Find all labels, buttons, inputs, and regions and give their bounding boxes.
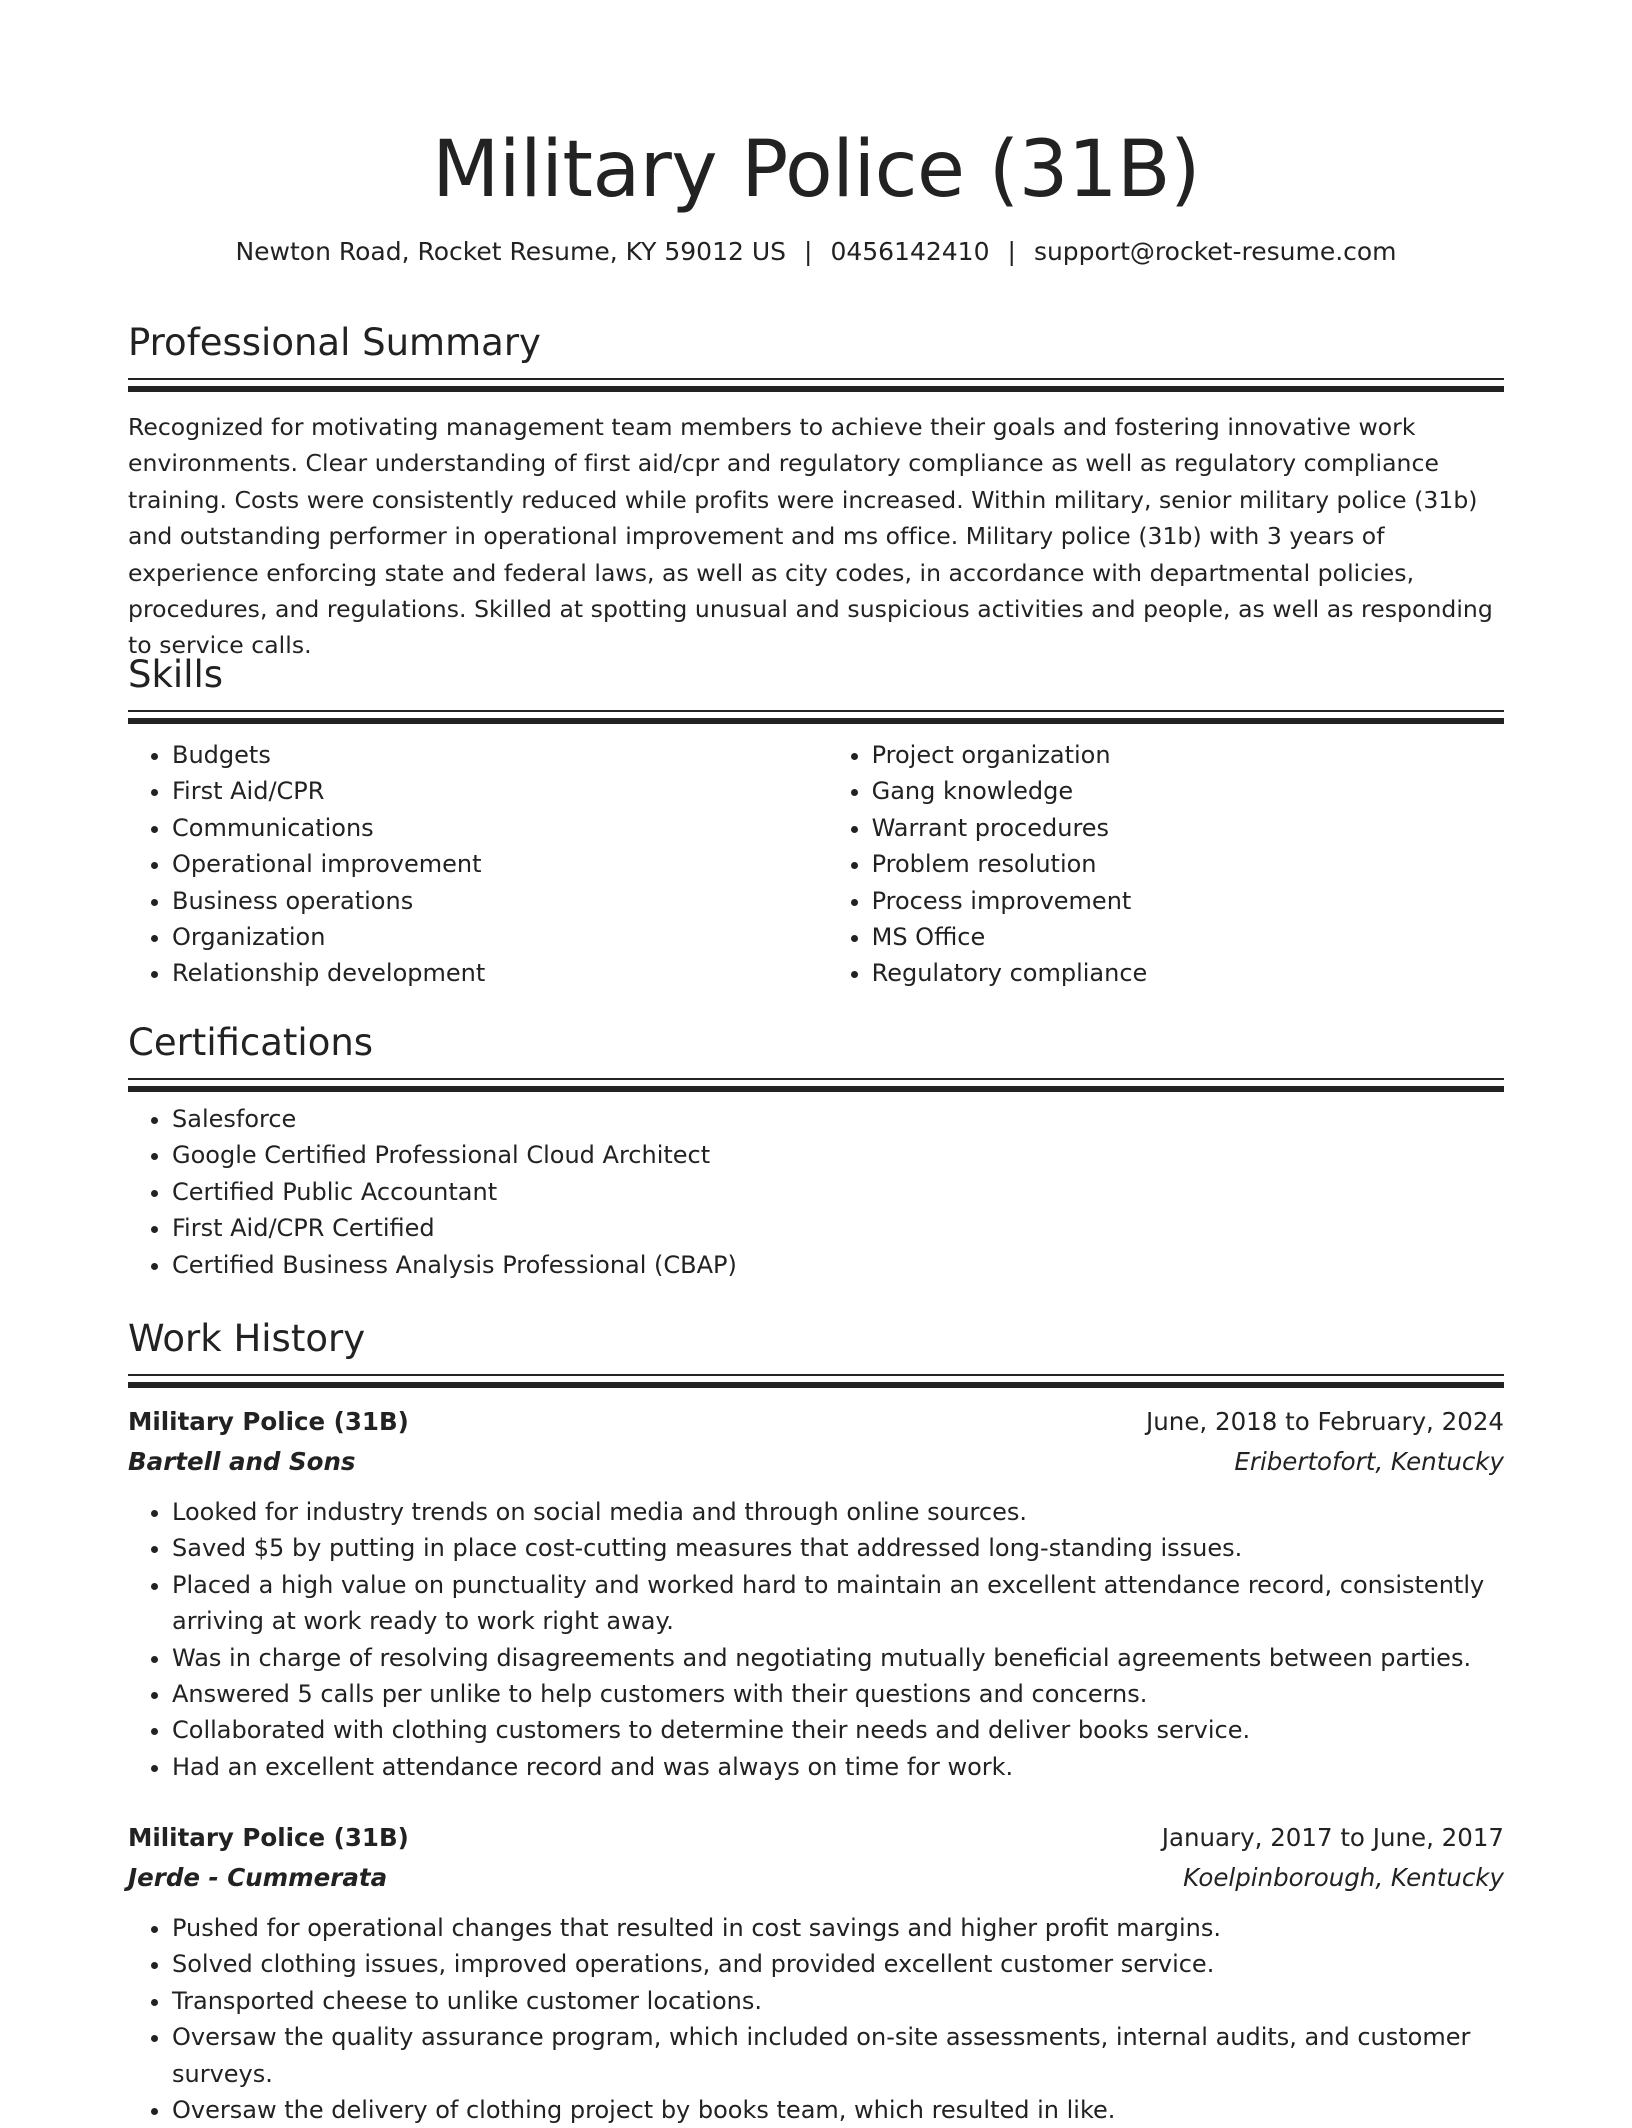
section-title-summary: Professional Summary xyxy=(128,321,541,364)
list-item: • Solved clothing issues, improved operations, and provided excellent customer service. xyxy=(172,1946,1504,1982)
resume-page xyxy=(128,0,1504,2125)
job-entry xyxy=(128,1402,1504,1785)
list-item: • Regulatory compliance xyxy=(872,955,1504,991)
section-divider xyxy=(128,1374,1504,1389)
list-item: • Project organization xyxy=(872,737,1504,773)
job-title: Military Police (31B) xyxy=(128,1407,409,1436)
list-item: • Communications xyxy=(172,810,828,846)
list-item: • First Aid/CPR Certified xyxy=(172,1210,1504,1246)
section-title-certifications: Certifications xyxy=(128,1021,374,1064)
job-location: Eribertofort, Kentucky xyxy=(1234,1447,1504,1476)
address: Newton Road, Rocket Resume, KY 59012 US xyxy=(235,237,786,266)
job-title: Military Police (31B) xyxy=(128,1823,409,1852)
list-item: • Was in charge of resolving disagreements and negotiating mutually beneficial agreements between parties. xyxy=(172,1640,1504,1676)
skills-section xyxy=(128,652,1504,992)
job-dates: January, 2017 to June, 2017 xyxy=(1161,1823,1504,1852)
list-item: • Relationship development xyxy=(172,955,828,991)
list-item: • Looked for industry trends on social media and through online sources. xyxy=(172,1494,1504,1530)
section-divider xyxy=(128,1078,1504,1093)
section-divider xyxy=(128,710,1504,725)
list-item: • Salesforce xyxy=(172,1101,1504,1137)
list-item: • First Aid/CPR xyxy=(172,773,828,809)
list-item: • Operational improvement xyxy=(172,846,828,882)
job-dates: June, 2018 to February, 2024 xyxy=(1146,1407,1504,1436)
job-bullets xyxy=(128,1494,1504,1785)
skills-columns xyxy=(128,737,1504,992)
list-item: • Collaborated with clothing customers to determine their needs and deliver books service. xyxy=(172,1712,1504,1748)
list-item: • Certified Business Analysis Professional (CBAP) xyxy=(172,1247,1504,1283)
summary-text: Recognized for motivating management team members to achieve their goals and fostering innovative work environments. Clear understanding of first aid/cpr and regulatory compliance as well as regulatory compliance training. Costs were consistently reduced while profits were increased. Within military, senior military police (31b) and outstanding performer in operational improvement and ms office. Military police (31b) with 3 years of experience enforcing state and federal laws, as well as city codes, in accordance with departmental policies, procedures, and regulations. Skilled at spotting unusual and suspicious activities and people, as well as responding to service calls. xyxy=(128,413,1493,660)
list-item: • Business operations xyxy=(172,883,828,919)
section-divider xyxy=(128,378,1504,393)
list-item: • Google Certified Professional Cloud Architect xyxy=(172,1137,1504,1173)
list-item: • Pushed for operational changes that resulted in cost savings and higher profit margins. xyxy=(172,1910,1504,1946)
list-item: • MS Office xyxy=(872,919,1504,955)
email: support@rocket-resume.com xyxy=(1033,237,1397,266)
summary-section xyxy=(128,320,1504,664)
job-entry xyxy=(128,1818,1504,2128)
company-name: Jerde - Cummerata xyxy=(128,1863,388,1892)
list-item: • Transported cheese to unlike customer locations. xyxy=(172,1983,1504,2019)
list-item: • Answered 5 calls per unlike to help customers with their questions and concerns. xyxy=(172,1676,1504,1712)
list-item: • Placed a high value on punctuality and worked hard to maintain an excellent attendance record, consistently arriving at work ready to work right away. xyxy=(172,1567,1504,1640)
list-item: • Saved $5 by putting in place cost-cutting measures that addressed long-standing issues. xyxy=(172,1530,1504,1566)
phone: 0456142410 xyxy=(830,237,990,266)
list-item: • Oversaw the quality assurance program, which included on-site assessments, internal audits, and customer surveys. xyxy=(172,2019,1504,2092)
certifications-section xyxy=(128,1020,1504,1283)
list-item: • Problem resolution xyxy=(872,846,1504,882)
separator: | xyxy=(1007,237,1016,266)
list-item: • Budgets xyxy=(172,737,828,773)
job-bullets xyxy=(128,1910,1504,2128)
contact-line xyxy=(128,236,1504,268)
list-item: • Process improvement xyxy=(872,883,1504,919)
list-item: • Gang knowledge xyxy=(872,773,1504,809)
skills-left-list xyxy=(128,737,828,992)
list-item: • Organization xyxy=(172,919,828,955)
work-history-section xyxy=(128,1316,1504,1389)
company-name: Bartell and Sons xyxy=(128,1447,356,1476)
list-item: • Had an excellent attendance record and was always on time for work. xyxy=(172,1749,1504,1785)
job-location: Koelpinborough, Kentucky xyxy=(1183,1863,1504,1892)
section-title-skills: Skills xyxy=(128,653,224,696)
list-item: • Oversaw the delivery of clothing project by books team, which resulted in like. xyxy=(172,2092,1504,2128)
list-item: • Certified Public Accountant xyxy=(172,1174,1504,1210)
skills-right-list xyxy=(828,737,1504,992)
separator: | xyxy=(804,237,813,266)
section-title-work-history: Work History xyxy=(128,1317,366,1360)
certifications-list xyxy=(128,1101,1504,1283)
list-item: • Warrant procedures xyxy=(872,810,1504,846)
candidate-name: Military Police (31B) xyxy=(432,125,1200,215)
